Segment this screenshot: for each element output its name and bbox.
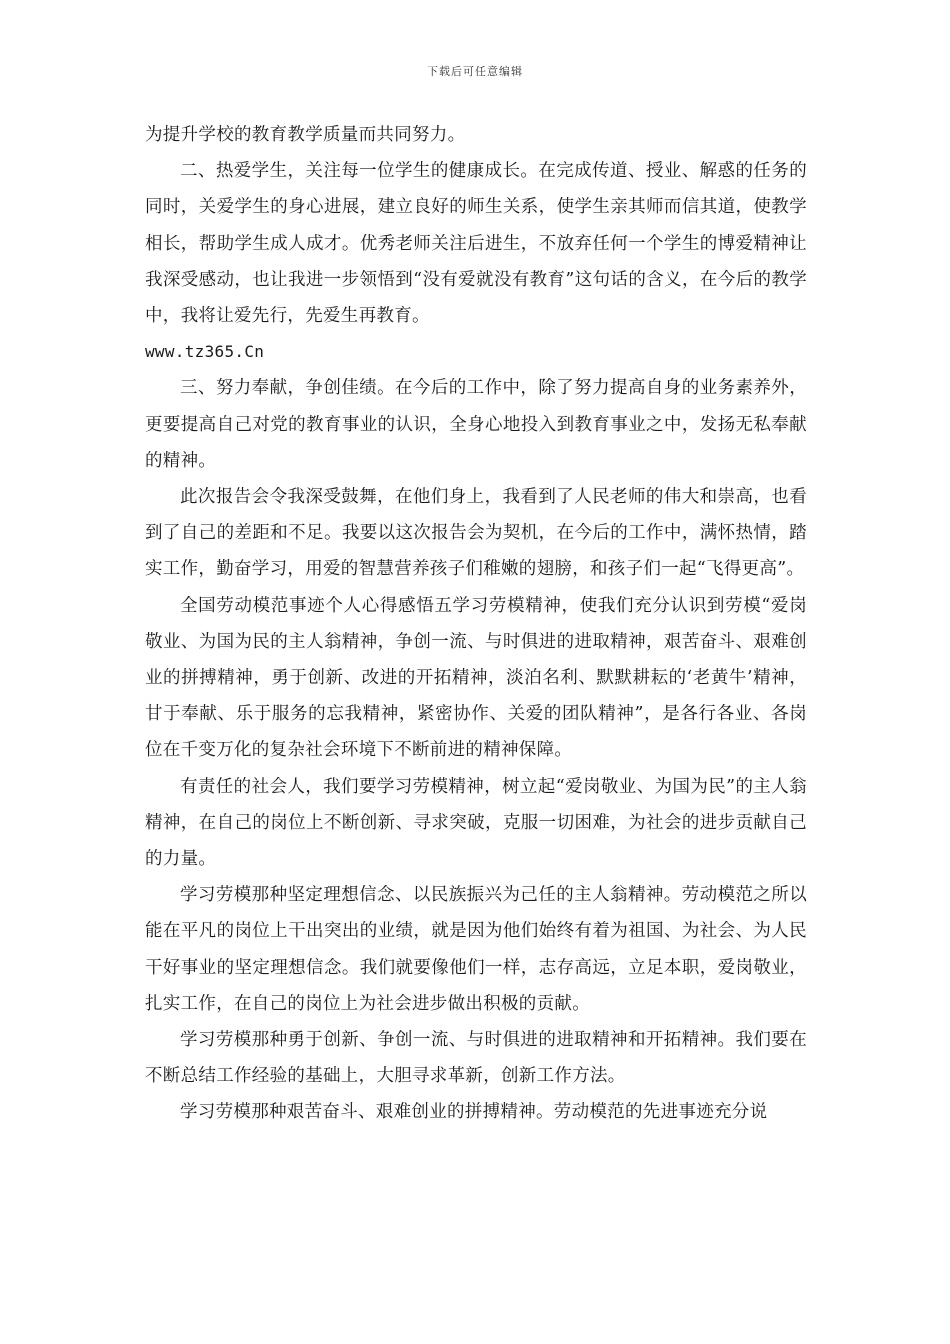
paragraph: 学习劳模那种勇于创新、争创一流、与时俱进的进取精神和开拓精神。我们要在不断总结工作经验的基础上，大胆寻求革新，创新工作方法。	[145, 1030, 807, 1087]
paragraph: 学习劳模那种艰苦奋斗、艰难创业的拼搏精神。劳动模范的先进事迹充分说	[180, 1102, 768, 1123]
paragraph: 此次报告会令我深受鼓舞，在他们身上，我看到了人民老师的伟大和崇高，也看到了自己的差距和不足。我要以这次报告会为契机，在今后的工作中，满怀热情，踏实工作，勤奋学习，用爱的智慧营养孩子们稚嫩的翅膀，和孩子们一起“飞得更高”。	[145, 487, 807, 580]
paragraph: 三、努力奉献，争创佳绩。在今后的工作中，除了努力提高自身的业务素养外，更要提高自己对党的教育事业的认识，全身心地投入到教育事业之中，发扬无私奉献的精神。	[145, 378, 807, 471]
document-body	[145, 117, 807, 1131]
paragraph: 为提升学校的教育教学质量而共同努力。	[145, 125, 466, 145]
paragraph: 有责任的社会人，我们要学习劳模精神，树立起“爱岗敬业、为国为民”的主人翁精神，在自己的岗位上不断创新、寻求突破，克服一切困难，为社会的进步贡献自己的力量。	[145, 776, 807, 870]
paragraph: 二、热爱学生，关注每一位学生的健康成长。在完成传道、授业、解惑的任务的同时，关爱学生的身心进展，建立良好的师生关系，使学生亲其师而信其道，使教学相长，帮助学生成人成才。优秀老师关注后进生，不放弃任何一个学生的博爱精神让我深受感动，也让我进一步领悟到“没有爱就没有教育”这句话的含义，在今后的教学中，我将让爱先行，先爱生再教育。	[145, 161, 807, 327]
url-text: www.tz365.Cn	[145, 342, 265, 362]
page-header: 下载后可任意编辑	[427, 65, 523, 78]
paragraph: 学习劳模那种坚定理想信念、以民族振兴为己任的主人翁精神。劳动模范之所以能在平凡的岗位上干出突出的业绩，就是因为他们始终有着为祖国、为社会、为人民干好事业的坚定理想信念。我们就要像他们一样，志存高远，立足本职，爱岗敬业，扎实工作，在自己的岗位上为社会进步做出积极的贡献。	[145, 885, 807, 1014]
paragraph: 全国劳动模范事迹个人心得感悟五学习劳模精神，使我们充分认识到劳模“爱岗敬业、为国为民的主人翁精神，争创一流、与时俱进的进取精神，艰苦奋斗、艰难创业的拼搏精神，勇于创新、改进的开拓精神，淡泊名利、默默耕耘的‘老黄牛’精神，甘于奉献、乐于服务的忘我精神，紧密协作、关爱的团队精神”，是各行各业、各岗位在千变万化的复杂社会环境下不断前进的精神保障。	[145, 595, 807, 761]
